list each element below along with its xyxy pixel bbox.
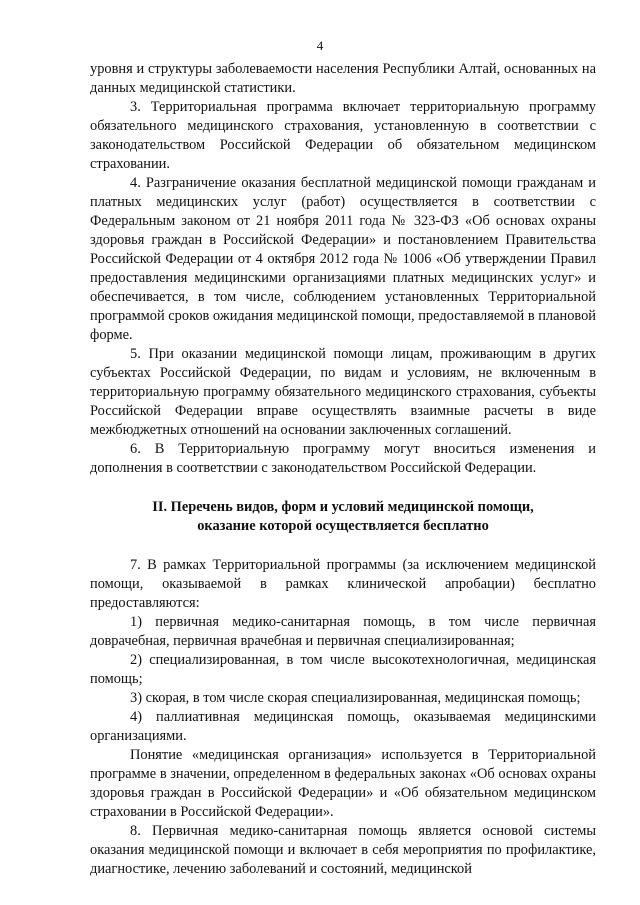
paragraph-concept: Понятие «медицинская организация» используется в Территориальной программе в значении, определенном в федеральных законах «Об основах охраны здоровья граждан в Российской Федерации» и «Об обязательном медицинском страховании в Российской Федерации». [90,747,596,820]
paragraph-4: 4. Разграничение оказания бесплатной медицинской помощи гражданам и платных медицинских услуг (работ) осуществляется в соответствии с Федеральным законом от 21 ноября 2011 года № 323-ФЗ «Об основах охраны здоровья граждан в Российской Федерации» и постановлением Правительства Российской Федерации от 4 октября 2012 года № 1006 «Об утверждении Правил предоставления медицинскими организациями платных медицинских услуг» и обеспечивается, в том числе, соблюдением установленных Территориальной программой сроков ожидания медицинской помощи, предоставляемой в плановой форме. [90,175,596,343]
list-item-2: 2) специализированная, в том числе высокотехнологичная, медицинская помощь; [90,652,596,687]
section-heading-line-2: оказание которой осуществляется бесплатно [197,518,489,534]
list-item-3: 3) скорая, в том числе скорая специализированная, медицинская помощь; [130,690,581,706]
list-item-1: 1) первичная медико-санитарная помощь, в том числе первичная доврачебная, первичная врачебная и первичная специализированная; [90,614,596,649]
page-number: 4 [316,38,324,53]
paragraph-continuation: уровня и структуры заболеваемости населения Республики Алтай, основанных на данных медицинской статистики. [90,61,596,96]
paragraph-3: 3. Территориальная программа включает территориальную программу обязательного медицинского страхования, установленную в соответствии с законодательством Российской Федерации об обязательном медицинском страховании. [90,99,596,172]
paragraph-8: 8. Первичная медико-санитарная помощь является основой системы оказания медицинской помощи и включает в себя мероприятия по профилактике, диагностике, лечению заболеваний и состояний, медицинской [90,823,596,877]
list-item-4: 4) паллиативная медицинская помощь, оказываемая медицинскими организациями. [90,709,596,744]
section-heading-line-1: II. Перечень видов, форм и условий медицинской помощи, [152,499,534,515]
document-body [90,60,596,879]
paragraph-5: 5. При оказании медицинской помощи лицам, проживающим в других субъектах Российской Федерации, по видам и условиям, не включенным в территориальную программу обязательного медицинского страхования, субъекты Российской Федерации вправе осуществлять взаимные расчеты в виде межбюджетных отношений на основании заключенных соглашений. [90,346,596,438]
paragraph-6: 6. В Территориальную программу могут вноситься изменения и дополнения в соответствии с законодательством Российской Федерации. [90,441,596,476]
section-heading [90,498,596,536]
paragraph-7: 7. В рамках Территориальной программы (за исключением медицинской помощи, оказываемой в рамках клинической апробации) бесплатно предоставляются: [90,557,596,611]
